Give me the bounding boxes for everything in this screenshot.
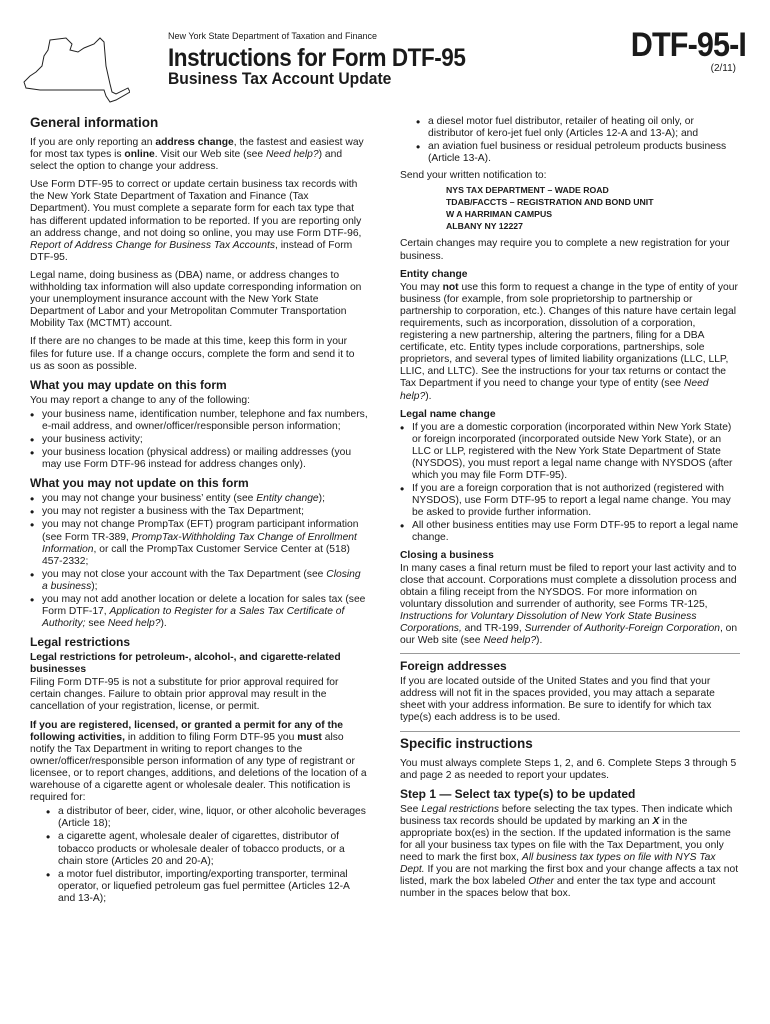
general-info-p3: Legal name, doing business as (DBA) name, or address changes to withholding tax information will also update corresponding information on your unemployment insurance account with the New York State Department of Labor and your Metropolitan Commuter Transportation Mobility Tax (MCTMT) account. <box>30 269 362 330</box>
page-subtitle: Business Tax Account Update <box>168 69 392 88</box>
department-name: New York State Department of Taxation and Finance <box>168 31 377 41</box>
general-info-heading: General information <box>30 115 159 130</box>
list-item: • your business name, identification number, telephone and fax numbers, e-mail address, and owner/officer/responsible person information; <box>30 409 368 433</box>
new-york-state-outline-icon <box>20 36 130 104</box>
may-update-intro: You may report a change to any of the following: <box>30 394 251 406</box>
foreign-addresses-heading: Foreign addresses <box>400 659 507 674</box>
legal-restrictions-list <box>46 806 368 905</box>
section-divider <box>400 653 740 654</box>
send-notification-text: Send your written notification to: <box>400 170 547 182</box>
right-column <box>400 112 740 907</box>
section-divider <box>400 731 740 732</box>
page-header <box>0 0 770 110</box>
foreign-addresses-text: If you are located outside of the United States and you find that your address will not fit in the spaces provided, you may attach a separate sheet with your address information. Be sure to identify for which tax type(s) each address is to be used. <box>400 676 715 724</box>
mailing-address: NYS TAX DEPARTMENT – WADE ROAD TDAB/FACCTS – REGISTRATION AND BOND UNIT W A HARRIMAN CAMPUS ALBANY NY 12227 <box>446 185 654 232</box>
certain-changes-text: Certain changes may require you to complete a new registration for your business. <box>400 238 730 262</box>
may-update-list <box>30 409 368 471</box>
list-item: • your business location (physical address) or mailing addresses (you may use Form DTF-96 instead for address changes only). <box>30 447 368 471</box>
closing-business-text: In many cases a final return must be filed to report your last activity and to close that account. Corporations must complete a dissolution process and obtain a filing receipt from the NYSDOS. For more information on voluntary dissolution and surrender of authority, see Forms TR-125, Instructions for Voluntary Dissolution of New York State Business Corporations, and TR-199, Surrender of Authority-Foreign Corporation, on our Web site (see Need help?). <box>400 562 738 647</box>
list-item: • If you are a foreign corporation that is not authorized (registered with NYSDOS), use Form DTF-95 to report a legal name change. You may be asked to provide further information. <box>400 483 740 519</box>
entity-change-text: You may not use this form to request a change in the type of entity of your business (for example, from sole proprietorship to partnership or partnership to corporation, etc.). Changes of this nature have certain legal requirements, such as incorporation, dissolution of a corporation, registering a new partnership, altering the partners, filing for a DBA certificate, etc. Entity types include corporations, partnerships, sole proprietors, and several types of limited liability organizations (LLC, LLP, LLIC, and LLTC). See the instructions for your tax returns or contact the Tax Department if you need to change your type of entity (see Need help?). <box>400 281 738 402</box>
list-item: • you may not register a business with the Tax Department; <box>30 506 368 518</box>
list-item: • you may not change your business’ entity (see Entity change); <box>30 493 368 505</box>
list-item: • a distributor of beer, cider, wine, liquor, or other alcoholic beverages (Article 18); <box>46 806 368 830</box>
closing-business-heading: Closing a business <box>400 549 494 561</box>
specific-instructions-text: You must always complete Steps 1, 2, and 6. Complete Steps 3 through 5 and page 2 as needed to report your updates. <box>400 757 737 781</box>
form-number: DTF-95-I <box>630 26 746 64</box>
legal-restrictions-heading: Legal restrictions <box>30 635 131 650</box>
list-item: • you may not add another location or delete a location for sales tax (see Form DTF-17, Application to Register for a Sales Tax Certificate of Authority; see Need help?). <box>30 594 368 630</box>
may-not-update-list <box>30 493 368 630</box>
may-update-heading: What you may update on this form <box>30 377 227 392</box>
legal-restrictions-list-continued <box>416 116 740 165</box>
page-title: Instructions for Form DTF-95 <box>168 44 466 72</box>
list-item: • you may not change PrompTax (EFT) program participant information (see Form TR-389, PrompTax-Withholding Tax Change of Enrollment Information, or call the PrompTax Customer Service Center at (518) 457-2332; <box>30 519 368 567</box>
legal-restrictions-subheading: Legal restrictions for petroleum-, alcohol-, and cigarette-related businesses <box>30 652 341 676</box>
list-item: • you may not close your account with the Tax Department (see Closing a business); <box>30 569 368 593</box>
list-item: • an aviation fuel business or residual petroleum products business (Article 13-A). <box>416 141 740 165</box>
list-item: • If you are a domestic corporation (incorporated within New York State) or foreign incorporated (incorporated outside New York State), or an LLC or LLP, registered with the New York State Department of State (NYSDOS), you must report a legal name change with NYSDOS (after which you may file Form DTF-95). <box>400 422 740 482</box>
list-item: • a diesel motor fuel distributor, retailer of heating oil only, or distributor of kero-jet fuel only (Articles 12-A and 13-A); and <box>416 116 740 140</box>
legal-name-change-list <box>400 422 740 545</box>
general-info-p2: Use Form DTF-95 to correct or update certain business tax records with the New York State Department of Taxation and Finance (Tax Department). You must complete a separate form for each tax type that has different updated information to be reported. If you are reporting only an address change, and not doing so online, you may use Form DTF-96, Report of Address Change for Business Tax Accounts, instead of Form DTF-95. <box>30 179 362 263</box>
legal-restrictions-p2: If you are registered, licensed, or granted a permit for any of the following activities, in addition to filing Form DTF-95 you must also notify the Tax Department in writing to report changes to the owner/officer/responsible person information of any type of registrant or licensee, or to report changes, additions, and deletions of the location of a warehouse of a cigarette agent or wholesale dealer. This notification is required for: <box>30 719 367 804</box>
revision-date: (2/11) <box>710 63 736 74</box>
legal-restrictions-p1: Filing Form DTF-95 is not a substitute for prior approval required for certain changes. Failure to obtain prior approval may result in the cancellation of your registration, license, or permit. <box>30 677 339 713</box>
list-item: • All other business entities may use Form DTF-95 to report a legal name change. <box>400 520 740 544</box>
general-info-p4: If there are no changes to be made at this time, keep this form in your files for future use. If a change occurs, complete the form and send it to us as soon as possible. <box>30 336 355 372</box>
legal-name-change-heading: Legal name change <box>400 408 496 420</box>
list-item: • a motor fuel distributor, importing/exporting transporter, terminal operator, or liquefied petroleum gas fuel permittee (Articles 12-A and 13-A); <box>46 869 368 905</box>
may-not-update-heading: What you may not update on this form <box>30 476 249 491</box>
specific-instructions-heading: Specific instructions <box>400 735 533 751</box>
left-column <box>30 112 368 910</box>
general-info-p1: If you are only reporting an address change, the fastest and easiest way for most tax types is online. Visit our Web site (see Need help?) and select the option to change your address. <box>30 137 364 173</box>
step1-text: See Legal restrictions before selecting the tax types. Then indicate which business tax records should be updated by marking an X in the appropriate box(es) in the section. If the updated information is the same for all your business tax types on file with the Tax Department, you only need to mark the first box, All business tax types on file with NYS Tax Dept. If you are not marking the first box and your change affects a tax not listed, mark the box labeled Other and enter the tax type and account number in the spaces below that box. <box>400 803 739 900</box>
list-item: • a cigarette agent, wholesale dealer of cigarettes, distributor of tobacco products or wholesale dealer of tobacco products, or a chain store (Articles 20 and 20-A); <box>46 831 368 867</box>
entity-change-heading: Entity change <box>400 268 468 280</box>
step1-heading: Step 1 — Select tax type(s) to be updated <box>400 786 636 801</box>
list-item: • your business activity; <box>30 434 368 446</box>
